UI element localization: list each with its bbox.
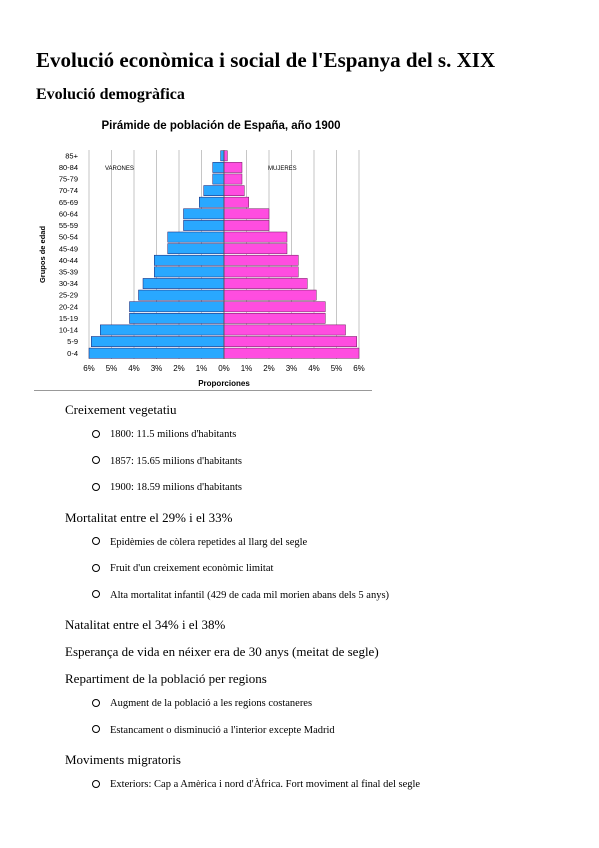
bar-female xyxy=(224,313,325,323)
bar-male xyxy=(100,325,224,335)
sub-item-text: Fruit d'un creixement econòmic limitat xyxy=(110,563,274,574)
section-item: Creixement vegetatiu xyxy=(65,402,177,417)
sub-item-text: Exteriors: Cap a Amèrica i nord d'Àfrica. Fort moviment al final del segle xyxy=(110,779,421,790)
sub-item-text: Augment de la població a les regions costaneres xyxy=(110,698,313,709)
bullet-icon xyxy=(92,564,100,572)
bar-female xyxy=(224,174,242,184)
x-tick-label: 2% xyxy=(173,364,185,373)
bullet-icon xyxy=(92,456,100,464)
bar-male xyxy=(130,302,225,312)
section-item: Esperança de vida en néixer era de 30 anys (meitat de segle) xyxy=(65,644,379,659)
x-tick-label: 5% xyxy=(330,364,343,373)
sub-item xyxy=(92,429,236,440)
sub-item xyxy=(92,482,242,493)
x-tick-label: 2% xyxy=(263,364,275,373)
bar-male xyxy=(154,255,224,265)
sub-item-text: 1800: 11.5 milions d'habitants xyxy=(110,429,237,440)
bar-female xyxy=(224,220,269,230)
bullet-icon xyxy=(92,430,100,438)
sub-item xyxy=(92,779,420,790)
bullet-icon xyxy=(92,725,100,733)
y-tick-label: 25-29 xyxy=(58,290,78,300)
female-label: MUJERES xyxy=(268,166,297,172)
bar-female xyxy=(224,151,227,161)
x-axis-title: Proporciones xyxy=(198,379,250,388)
x-tick-label: 6% xyxy=(83,364,95,373)
y-tick-label: 15-19 xyxy=(58,313,78,323)
section-heading: Evolució demogràfica xyxy=(36,86,185,103)
y-tick-label: 5-9 xyxy=(67,337,78,347)
bar-female xyxy=(224,255,298,265)
sub-item xyxy=(92,725,335,736)
bar-male xyxy=(213,174,224,184)
y-tick-label: 50-54 xyxy=(58,232,78,242)
bar-female xyxy=(224,186,244,196)
y-tick-label: 85+ xyxy=(65,151,78,161)
y-tick-label: 75-79 xyxy=(58,174,78,184)
bar-male xyxy=(168,244,224,254)
y-tick-label: 20-24 xyxy=(58,302,78,312)
y-axis-title: Grupos de edad xyxy=(38,225,47,284)
x-tick-label: 0% xyxy=(218,364,230,373)
y-tick-label: 35-39 xyxy=(58,267,78,277)
y-tick-label: 30-34 xyxy=(58,279,78,289)
bar-male xyxy=(204,186,224,196)
bar-female xyxy=(224,209,269,219)
bar-female xyxy=(224,244,287,254)
sub-item xyxy=(92,537,307,548)
bar-male xyxy=(154,267,224,277)
bar-female xyxy=(224,278,307,288)
x-tick-label: 3% xyxy=(150,364,163,373)
bullet-icon xyxy=(92,537,100,545)
population-pyramid-chart xyxy=(34,112,379,392)
bar-male xyxy=(143,278,224,288)
y-tick-label: 10-14 xyxy=(58,325,78,335)
bullet-icon xyxy=(92,590,100,598)
y-tick-label: 55-59 xyxy=(58,221,78,231)
y-tick-label: 70-74 xyxy=(58,186,78,196)
bar-female xyxy=(224,232,287,242)
bar-male xyxy=(130,313,225,323)
x-tick-label: 1% xyxy=(240,364,253,373)
sub-item-text: 1857: 15.65 milions d'habitants xyxy=(110,455,242,467)
sub-item xyxy=(92,590,389,601)
sub-item-text: Estancament o disminució a l'interior excepte Madrid xyxy=(110,724,335,736)
section-item: Repartiment de la població per regions xyxy=(65,671,267,686)
bar-female xyxy=(224,336,357,346)
x-tick-label: 6% xyxy=(353,364,365,373)
bar-female xyxy=(224,348,359,358)
section-item: Mortalitat entre el 29% i el 33% xyxy=(65,509,233,525)
bar-male xyxy=(213,162,224,172)
bar-female xyxy=(224,290,316,300)
x-tick-label: 3% xyxy=(285,364,298,373)
bar-male xyxy=(184,209,225,219)
bar-female xyxy=(224,197,249,207)
bar-female xyxy=(224,302,325,312)
x-tick-label: 5% xyxy=(105,364,118,373)
y-tick-label: 60-64 xyxy=(58,209,78,219)
sub-item-text: Alta mortalitat infantil (429 de cada mil morien abans dels 5 anys) xyxy=(110,589,390,601)
x-tick-label: 4% xyxy=(128,364,140,373)
x-tick-label: 4% xyxy=(308,364,320,373)
bullet-icon xyxy=(92,483,100,491)
x-tick-label: 1% xyxy=(195,364,208,373)
y-tick-label: 40-44 xyxy=(58,255,78,265)
bar-male xyxy=(221,151,224,161)
bullet-icon xyxy=(92,780,100,788)
y-tick-label: 65-69 xyxy=(58,197,78,207)
bullet-icon xyxy=(92,699,100,707)
bar-male xyxy=(89,348,224,358)
bar-male xyxy=(139,290,225,300)
bar-male xyxy=(168,232,224,242)
bar-male xyxy=(91,336,224,346)
chart-title: Pirámide de población de España, año 1900 xyxy=(101,120,341,132)
bar-female xyxy=(224,325,346,335)
section-item: Natalitat entre el 34% i el 38% xyxy=(65,617,226,632)
y-tick-label: 0-4 xyxy=(67,348,78,358)
sub-item-text: Epidèmies de còlera repetides al llarg del segle xyxy=(110,536,308,548)
page-title: Evolució econòmica i social de l'Espanya del s. XIX xyxy=(36,48,496,72)
sub-item xyxy=(92,698,312,709)
male-label: VARONES xyxy=(105,166,134,172)
bar-female xyxy=(224,162,242,172)
y-tick-label: 80-84 xyxy=(58,163,78,173)
section-item: Moviments migratoris xyxy=(65,752,181,767)
sub-item xyxy=(92,563,273,574)
y-tick-label: 45-49 xyxy=(58,244,78,254)
sub-item xyxy=(92,456,242,467)
bar-male xyxy=(184,220,225,230)
bar-female xyxy=(224,267,298,277)
bar-male xyxy=(199,197,224,207)
sub-item-text: 1900: 18.59 milions d'habitants xyxy=(110,482,242,493)
